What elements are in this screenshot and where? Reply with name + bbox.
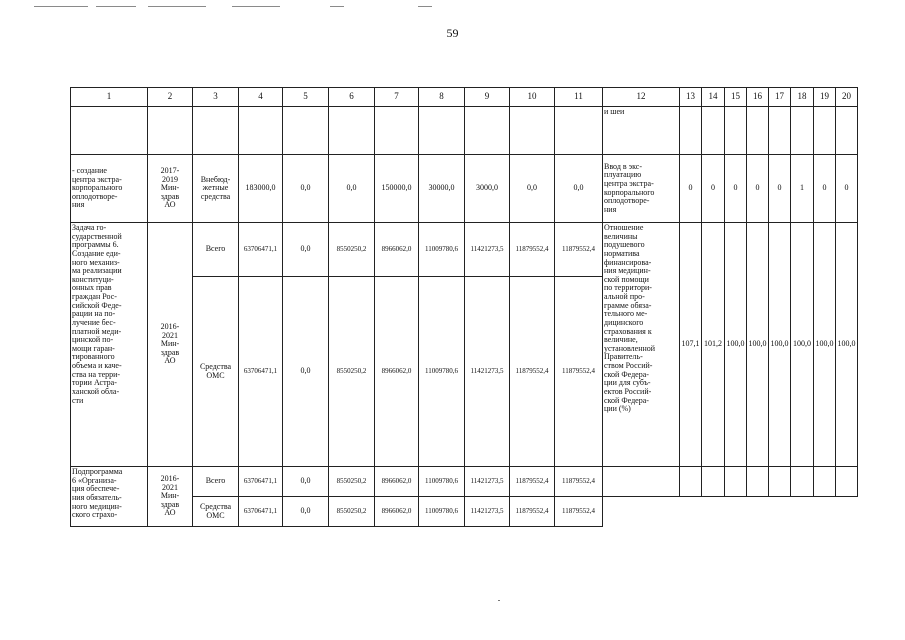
amount-cell: 11879552,4 (510, 497, 555, 527)
amount-cell: 0,0 (283, 223, 329, 277)
col-header: 9 (465, 88, 510, 107)
col-header: 11 (555, 88, 603, 107)
col-header: 6 (329, 88, 375, 107)
target-cell: 0 (836, 155, 858, 223)
scan-mark-line (34, 6, 88, 7)
amount-cell: 63706471,1 (239, 497, 283, 527)
amount-cell: 11879552,4 (555, 497, 603, 527)
scan-speck (498, 600, 500, 601)
amount-cell: 11879552,4 (510, 467, 555, 497)
table-row-task-total (71, 223, 858, 277)
target-cell: 100,0 (836, 223, 858, 467)
amount-cell: 11009780,6 (419, 277, 465, 467)
col-header: 20 (836, 88, 858, 107)
col-header: 4 (239, 88, 283, 107)
amount-cell: 11421273,5 (465, 467, 510, 497)
scan-mark-line (96, 6, 136, 7)
amount-cell: 11879552,4 (555, 467, 603, 497)
amount-cell: 63706471,1 (239, 467, 283, 497)
target-cell: 0 (680, 155, 702, 223)
amount-cell: 0,0 (283, 497, 329, 527)
period-cell: 2016- 2021 Мин- здрав АО (148, 467, 193, 527)
amount-cell: 11421273,5 (465, 497, 510, 527)
col-header: 7 (375, 88, 419, 107)
amount-cell: 150000,0 (375, 155, 419, 223)
program-table (70, 87, 858, 527)
scan-mark-line (418, 6, 432, 7)
col-header: 2 (148, 88, 193, 107)
col-header: 3 (193, 88, 239, 107)
target-cell: 100,0 (791, 223, 814, 467)
col-header: 1 (71, 88, 148, 107)
target-cell: 100,0 (814, 223, 836, 467)
col-header: 12 (603, 88, 680, 107)
target-cell: 101,2 (702, 223, 725, 467)
amount-cell: 11009780,6 (419, 467, 465, 497)
header-row (71, 88, 858, 107)
page-number: 59 (446, 26, 459, 40)
subprogram-name-cell: Подпрограмма 6 «Организа- ция обеспече- ния обязатель- ного медицин- ского страхо- (71, 467, 148, 527)
amount-cell: 0,0 (329, 155, 375, 223)
amount-cell: 0,0 (283, 155, 329, 223)
amount-cell: 11879552,4 (510, 223, 555, 277)
target-cell: 100,0 (725, 223, 747, 467)
amount-cell: 0,0 (510, 155, 555, 223)
col-header: 13 (680, 88, 702, 107)
col-header: 10 (510, 88, 555, 107)
amount-cell: 11879552,4 (555, 277, 603, 467)
scan-mark-line (232, 6, 280, 7)
amount-cell: 63706471,1 (239, 277, 283, 467)
amount-cell: 8550250,2 (329, 497, 375, 527)
scan-mark-line (330, 6, 344, 7)
target-cell: 0 (814, 155, 836, 223)
indicator-cell: Ввод в экс- плуатацию центра экстра- корпорального оплодотворе- ния (603, 155, 680, 223)
target-cell: 0 (725, 155, 747, 223)
amount-cell: 11879552,4 (510, 277, 555, 467)
amount-cell: 8966062,0 (375, 277, 419, 467)
indicator-cell: Отношение величины подушевого норматива финансирова- ния медицин- ской помощи по территори- альной про- грамме обяза- тельного ме- дицинского страхования к величине, установленной Правитель- ством Россий- ской Федера- ции для субъ- ектов Россий- ской Федера- ции (%) (603, 223, 680, 467)
target-cell: 107,1 (680, 223, 702, 467)
task-name-cell: Задача го- сударственной программы 6. Создание еди- ного механиз- ма реализации конституци- онных прав граждан Рос- сийской Феде- рации на по- лучение бес- платной меди- цинской по- мощи гаран- тированного объема и каче- ства на терри- тории Астра- ханской обла- сти (71, 223, 148, 467)
amount-cell: 8966062,0 (375, 467, 419, 497)
col-header: 17 (769, 88, 791, 107)
amount-cell: 0,0 (555, 155, 603, 223)
period-cell: 2016- 2021 Мин- здрав АО (148, 223, 193, 467)
col-header: 18 (791, 88, 814, 107)
table-row-continuation (71, 107, 858, 155)
amount-cell: 11879552,4 (555, 223, 603, 277)
target-cell: 0 (702, 155, 725, 223)
amount-cell: 63706471,1 (239, 223, 283, 277)
target-cell: 100,0 (769, 223, 791, 467)
amount-cell: 0,0 (283, 277, 329, 467)
amount-cell: 0,0 (283, 467, 329, 497)
funding-source-cell: Средства ОМС (193, 277, 239, 467)
funding-source-cell: Всего (193, 223, 239, 277)
measure-name-cell: - создание центра экстра- корпорального оплодотворе- ния (71, 155, 148, 223)
funding-source-cell: Средства ОМС (193, 497, 239, 527)
target-cell: 1 (791, 155, 814, 223)
period-cell: 2017- 2019 Мин- здрав АО (148, 155, 193, 223)
target-cell: 0 (769, 155, 791, 223)
col-header: 8 (419, 88, 465, 107)
amount-cell: 3000,0 (465, 155, 510, 223)
amount-cell: 8550250,2 (329, 467, 375, 497)
table-row-eco-center (71, 155, 858, 223)
col-header: 19 (814, 88, 836, 107)
amount-cell: 8966062,0 (375, 497, 419, 527)
amount-cell: 30000,0 (419, 155, 465, 223)
amount-cell: 8550250,2 (329, 277, 375, 467)
amount-cell: 183000,0 (239, 155, 283, 223)
amount-cell: 11421273,5 (465, 223, 510, 277)
table-row-subprogram-total (71, 467, 858, 497)
funding-source-cell: Внебюд- жетные средства (193, 155, 239, 223)
amount-cell: 11421273,5 (465, 277, 510, 467)
amount-cell: 8966062,0 (375, 223, 419, 277)
col-header: 16 (747, 88, 769, 107)
indicator-cell: и шеи (603, 107, 680, 155)
target-cell: 0 (747, 155, 769, 223)
amount-cell: 11009780,6 (419, 497, 465, 527)
col-header: 15 (725, 88, 747, 107)
amount-cell: 8550250,2 (329, 223, 375, 277)
funding-source-cell: Всего (193, 467, 239, 497)
target-cell: 100,0 (747, 223, 769, 467)
amount-cell: 11009780,6 (419, 223, 465, 277)
col-header: 5 (283, 88, 329, 107)
col-header: 14 (702, 88, 725, 107)
scan-mark-line (148, 6, 206, 7)
